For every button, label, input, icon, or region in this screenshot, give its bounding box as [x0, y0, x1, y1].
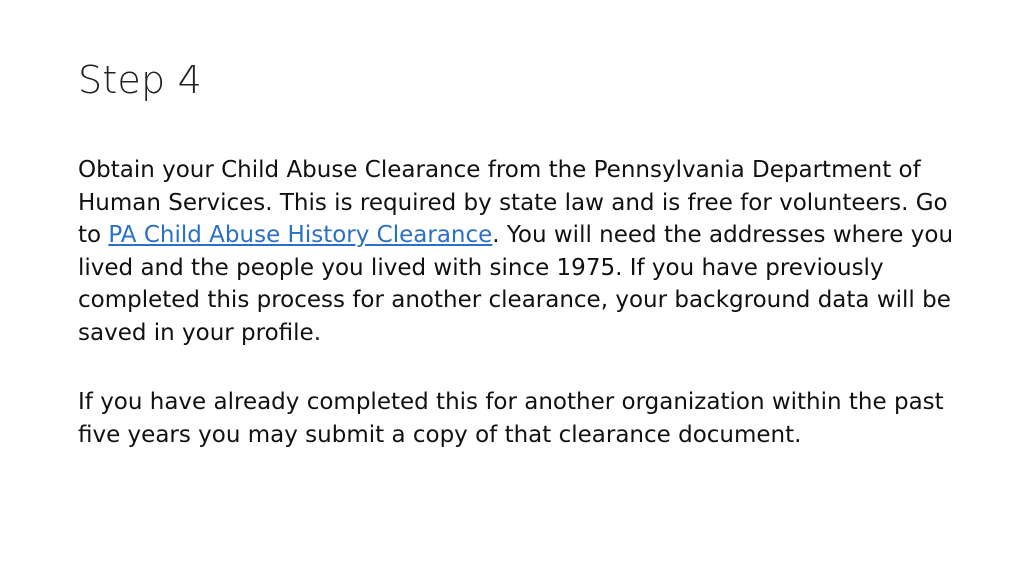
paragraph-prior-clearance: If you have already completed this for another organization within the past five years you may submit a copy of that clearance document. [78, 389, 944, 448]
slide-title: Step 4 [78, 58, 202, 102]
slide-body [78, 154, 958, 451]
paragraph-instructions [78, 154, 958, 349]
paragraph-instructions-text-2: . You will need the addresses where you lived and the people you lived with since 1975. If you have previously completed this process for another clearance, your background data will be saved in your profile. [78, 222, 954, 346]
pa-child-abuse-clearance-link[interactable]: PA Child Abuse History Clearance [108, 222, 493, 248]
paragraph-instructions-text-1: Obtain your Child Abuse Clearance from the Pennsylvania Department of Human Services. This is required by state law and is free for volunteers. Go to [78, 157, 948, 248]
